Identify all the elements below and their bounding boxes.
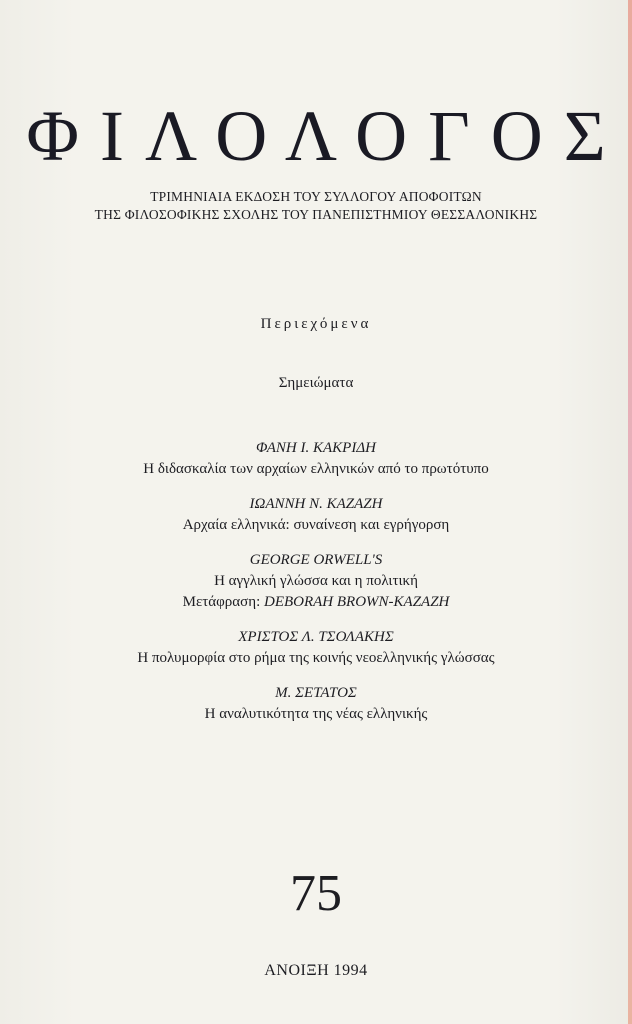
issue-number: 75 [290, 865, 342, 922]
journal-subtitle-line-1: ΤΡΙΜΗΝΙΑΙΑ ΕΚΔΟΣΗ ΤΟΥ ΣΥΛΛΟΓΟΥ ΑΠΟΦΟΙΤΩΝ [150, 189, 482, 204]
entry-author: ΧΡΙΣΤΟΣ Λ. ΤΣΟΛΑΚΗΣ [238, 629, 394, 645]
translation-label: Μετάφραση: [182, 594, 261, 610]
entry-title: Η πολυμορφία στο ρήμα της κοινής νεοελληνικής γλώσσας [137, 650, 495, 666]
entry-title: Η αγγλική γλώσσα και η πολιτική [214, 573, 418, 589]
entry-title: Αρχαία ελληνικά: συναίνεση και εγρήγορση [182, 517, 450, 533]
contents-entry [0, 438, 632, 480]
entry-author: GEORGE ORWELL'S [249, 552, 383, 568]
entry-author: ΙΩΑΝΝΗ Ν. ΚΑΖΑΖΗ [249, 496, 383, 512]
journal-title: ΦΙΛΟΛΟΓΟΣ [26, 96, 627, 176]
entry-title: Η αναλυτικότητα της νέας ελληνικής [204, 706, 428, 722]
contents-entry [0, 627, 632, 669]
entry-translation [0, 592, 632, 613]
contents-list [0, 438, 632, 739]
contents-entry [0, 494, 632, 536]
contents-entry [0, 683, 632, 725]
section-label: Σημειώματα [278, 375, 354, 391]
entry-author: Μ. ΣΕΤΑΤΟΣ [275, 685, 357, 701]
entry-author: ΦΑΝΗ Ι. ΚΑΚΡΙΔΗ [256, 440, 376, 456]
journal-subtitle-line-2: ΤΗΣ ΦΙΛΟΣΟΦΙΚΗΣ ΣΧΟΛΗΣ ΤΟΥ ΠΑΝΕΠΙΣΤΗΜΙΟΥ ΘΕΣΣΑΛΟΝΙΚΗΣ [94, 207, 538, 222]
contents-heading: Περιεχόμενα [260, 316, 372, 332]
translator-name: DEBORAH BROWN-KAZAZH [263, 594, 450, 610]
entry-title: Η διδασκαλία των αρχαίων ελληνικών από το πρωτότυπο [143, 461, 489, 477]
issue-date: ΑΝΟΙΞΗ 1994 [264, 962, 368, 979]
contents-entry [0, 550, 632, 613]
